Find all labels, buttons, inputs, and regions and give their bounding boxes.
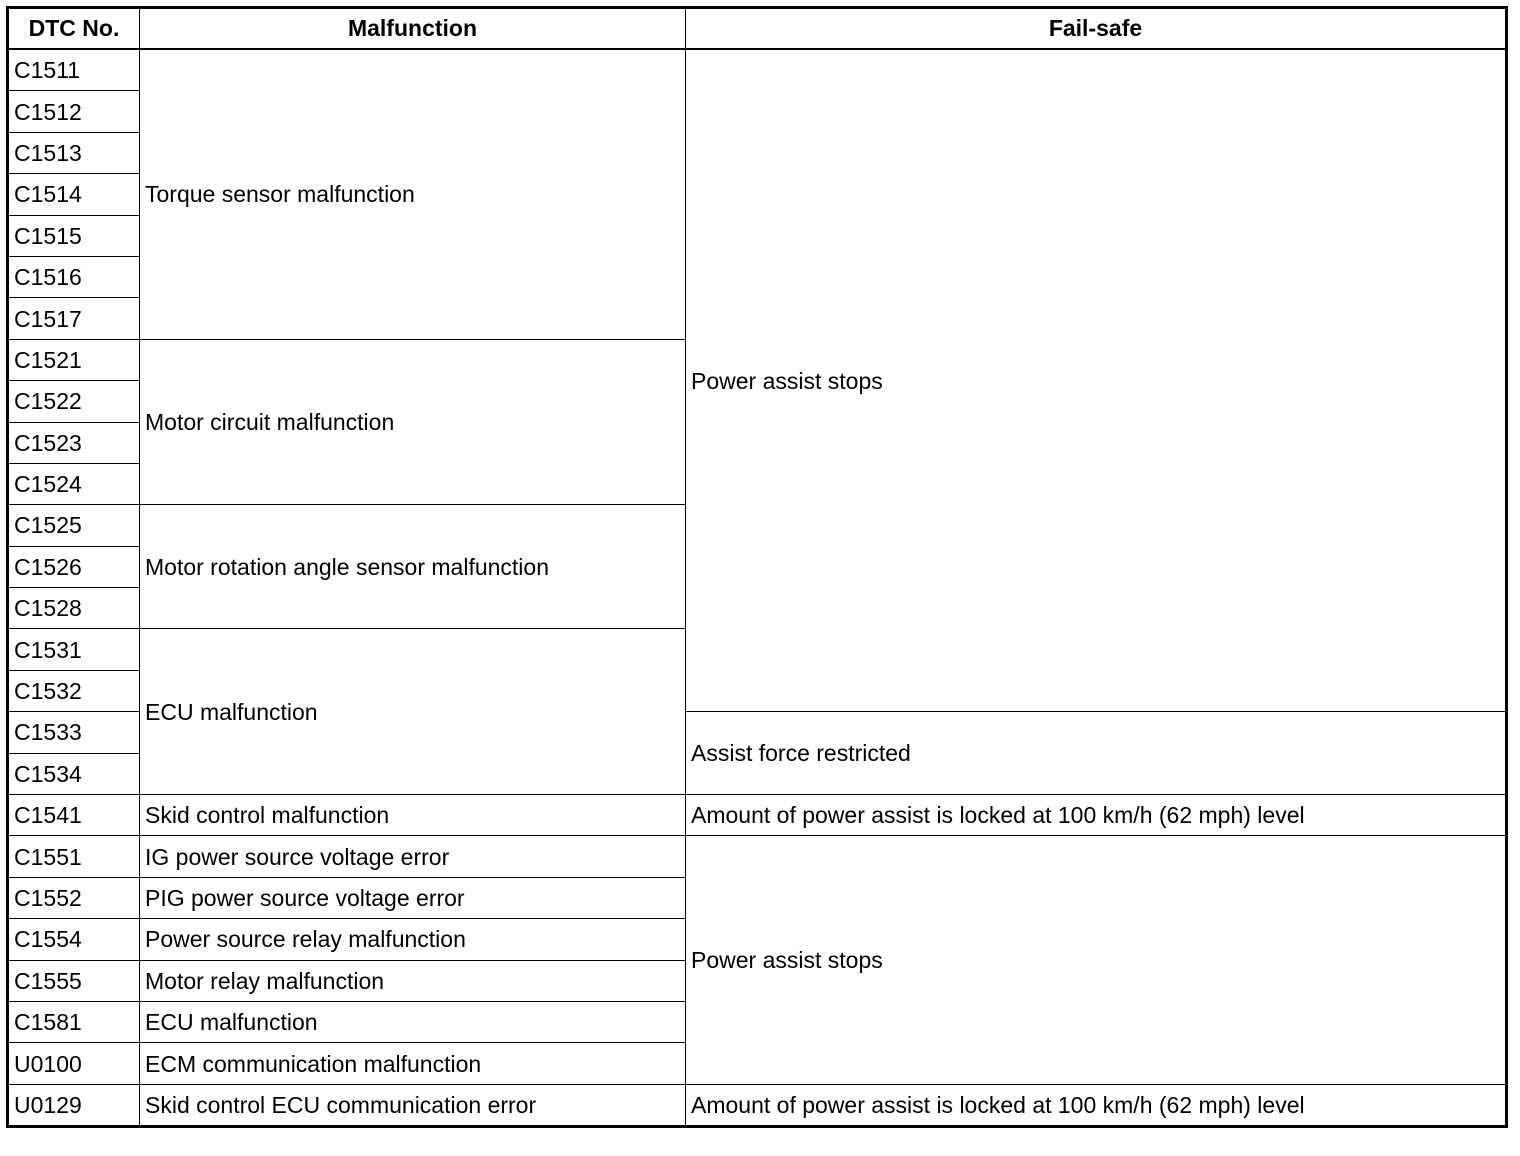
table-row [8,1084,1507,1126]
malfunction-cell: ECM communication malfunction [140,1043,686,1084]
dtc-cell: U0100 [8,1043,140,1084]
malfunction-cell: IG power source voltage error [140,836,686,877]
malfunction-cell: ECU malfunction [140,629,686,795]
dtc-cell: U0129 [8,1084,140,1126]
header-fail-safe: Fail-safe [686,8,1507,50]
dtc-cell: C1551 [8,836,140,877]
dtc-cell: C1517 [8,298,140,339]
malfunction-cell: Motor rotation angle sensor malfunction [140,505,686,629]
dtc-cell: C1554 [8,919,140,960]
malfunction-cell: Power source relay malfunction [140,919,686,960]
malfunction-cell: PIG power source voltage error [140,877,686,918]
malfunction-cell: Torque sensor malfunction [140,49,686,339]
dtc-cell: C1552 [8,877,140,918]
dtc-failsafe-table [6,6,1508,1128]
dtc-cell: C1522 [8,381,140,422]
dtc-cell: C1541 [8,795,140,836]
dtc-cell: C1532 [8,670,140,711]
header-dtc-no: DTC No. [8,8,140,50]
dtc-cell: C1555 [8,960,140,1001]
header-row [8,8,1507,50]
malfunction-cell: ECU malfunction [140,1001,686,1042]
failsafe-cell: Power assist stops [686,836,1507,1084]
dtc-cell: C1534 [8,753,140,794]
dtc-cell: C1526 [8,546,140,587]
table-row [8,836,1507,877]
table-row [8,49,1507,91]
dtc-cell: C1528 [8,588,140,629]
malfunction-cell: Motor circuit malfunction [140,339,686,505]
dtc-cell: C1523 [8,422,140,463]
dtc-cell: C1521 [8,339,140,380]
dtc-cell: C1533 [8,712,140,753]
dtc-cell: C1531 [8,629,140,670]
dtc-cell: C1512 [8,91,140,132]
malfunction-cell: Skid control ECU communication error [140,1084,686,1126]
failsafe-cell: Assist force restricted [686,712,1507,795]
dtc-cell: C1511 [8,49,140,91]
dtc-cell: C1514 [8,174,140,215]
malfunction-cell: Skid control malfunction [140,795,686,836]
failsafe-cell: Amount of power assist is locked at 100 km/h (62 mph) level [686,795,1507,836]
dtc-cell: C1515 [8,215,140,256]
dtc-cell: C1516 [8,256,140,297]
dtc-cell: C1525 [8,505,140,546]
table-row [8,795,1507,836]
dtc-cell: C1524 [8,463,140,504]
failsafe-cell: Amount of power assist is locked at 100 km/h (62 mph) level [686,1084,1507,1126]
failsafe-cell: Power assist stops [686,49,1507,712]
malfunction-cell: Motor relay malfunction [140,960,686,1001]
dtc-cell: C1581 [8,1001,140,1042]
header-malfunction: Malfunction [140,8,686,50]
dtc-cell: C1513 [8,132,140,173]
